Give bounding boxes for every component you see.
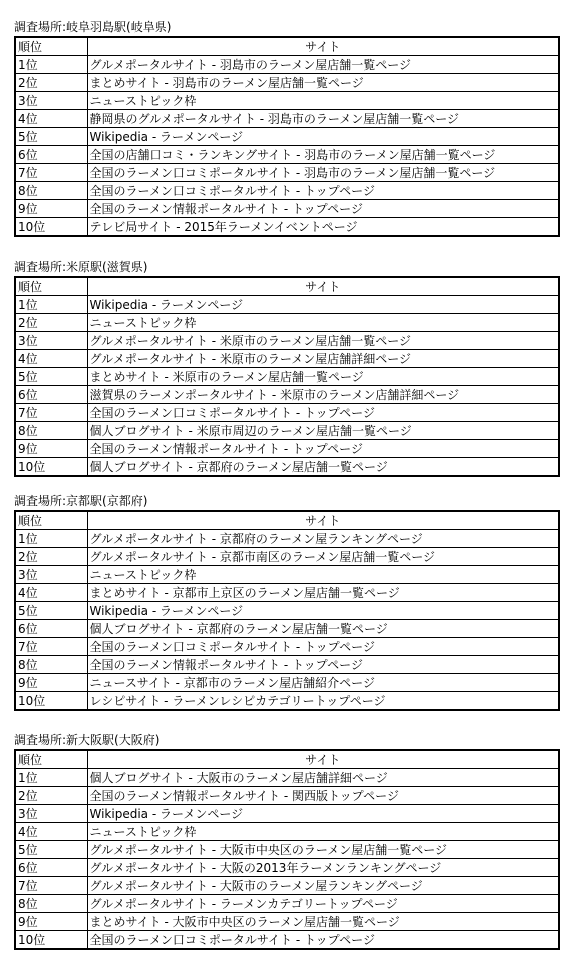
table-row: [15, 218, 559, 237]
table-row: [15, 931, 559, 950]
survey-location-title: 調査場所:京都駅(京都府): [14, 494, 148, 508]
rank-column-header: 順位: [15, 750, 87, 769]
rank-cell: 4位: [15, 350, 87, 368]
table-row: [15, 386, 559, 404]
table-row: [15, 823, 559, 841]
rank-cell: 3位: [15, 566, 87, 584]
rank-cell: 5位: [15, 841, 87, 859]
site-cell: 全国のラーメン口コミポータルサイト - トップページ: [87, 404, 559, 422]
site-cell: グルメポータルサイト - 大阪の2013年ラーメンランキングページ: [87, 859, 559, 877]
rank-cell: 2位: [15, 787, 87, 805]
site-cell: グルメポータルサイト - ラーメンカテゴリートップページ: [87, 895, 559, 913]
site-column-header: サイト: [87, 37, 559, 56]
rank-cell: 9位: [15, 674, 87, 692]
site-cell: グルメポータルサイト - 米原市のラーメン屋店舗詳細ページ: [87, 350, 559, 368]
rank-cell: 6位: [15, 146, 87, 164]
site-cell: 個人ブログサイト - 米原市周辺のラーメン屋店舗一覧ページ: [87, 422, 559, 440]
site-cell: グルメポータルサイト - 大阪市のラーメン屋ランキングページ: [87, 877, 559, 895]
rank-cell: 4位: [15, 110, 87, 128]
table-row: [15, 314, 559, 332]
table-row: [15, 92, 559, 110]
site-cell: 全国のラーメン口コミポータルサイト - 羽島市のラーメン屋店舗一覧ページ: [87, 164, 559, 182]
table-row: [15, 692, 559, 711]
table-row: [15, 913, 559, 931]
table-header-row: [15, 277, 559, 296]
site-cell: ニューストピック枠: [87, 314, 559, 332]
rank-cell: 4位: [15, 823, 87, 841]
rank-cell: 2位: [15, 548, 87, 566]
site-cell: 全国のラーメン情報ポータルサイト - 関西版トップページ: [87, 787, 559, 805]
rank-cell: 2位: [15, 74, 87, 92]
table-row: [15, 638, 559, 656]
site-cell: Wikipedia - ラーメンページ: [87, 805, 559, 823]
rank-cell: 1位: [15, 530, 87, 548]
rank-cell: 9位: [15, 440, 87, 458]
table-row: [15, 146, 559, 164]
table-row: [15, 200, 559, 218]
site-cell: グルメポータルサイト - 羽島市のラーメン屋店舗一覧ページ: [87, 56, 559, 74]
table-row: [15, 164, 559, 182]
rank-cell: 7位: [15, 877, 87, 895]
rank-cell: 6位: [15, 620, 87, 638]
rank-cell: 3位: [15, 92, 87, 110]
rank-cell: 10位: [15, 692, 87, 711]
site-cell: 全国のラーメン情報ポータルサイト - トップページ: [87, 656, 559, 674]
site-cell: 個人ブログサイト - 京都府のラーメン屋店舗一覧ページ: [87, 620, 559, 638]
rank-cell: 10位: [15, 458, 87, 477]
rank-cell: 5位: [15, 368, 87, 386]
rank-cell: 9位: [15, 200, 87, 218]
table-row: [15, 877, 559, 895]
table-row: [15, 350, 559, 368]
rank-cell: 10位: [15, 931, 87, 950]
site-cell: 個人ブログサイト - 大阪市のラーメン屋店舗詳細ページ: [87, 769, 559, 787]
table-row: [15, 895, 559, 913]
rank-cell: 1位: [15, 296, 87, 314]
rank-cell: 4位: [15, 584, 87, 602]
site-cell: レシピサイト - ラーメンレシピカテゴリートップページ: [87, 692, 559, 711]
site-cell: 全国の店舗口コミ・ランキングサイト - 羽島市のラーメン屋店舗一覧ページ: [87, 146, 559, 164]
ranking-table: [14, 36, 560, 237]
table-row: [15, 805, 559, 823]
site-cell: グルメポータルサイト - 京都府のラーメン屋ランキングページ: [87, 530, 559, 548]
table-row: [15, 110, 559, 128]
rank-cell: 6位: [15, 859, 87, 877]
site-cell: 全国のラーメン情報ポータルサイト - トップページ: [87, 440, 559, 458]
table-row: [15, 841, 559, 859]
survey-section-maibara: [14, 258, 558, 477]
site-cell: Wikipedia - ラーメンページ: [87, 296, 559, 314]
site-column-header: サイト: [87, 511, 559, 530]
survey-section-kyoto: [14, 492, 558, 711]
rank-column-header: 順位: [15, 37, 87, 56]
ranking-table: [14, 276, 560, 477]
table-row: [15, 458, 559, 477]
rank-cell: 9位: [15, 913, 87, 931]
rank-cell: 6位: [15, 386, 87, 404]
site-cell: グルメポータルサイト - 大阪市中央区のラーメン屋店舗一覧ページ: [87, 841, 559, 859]
table-row: [15, 787, 559, 805]
table-row: [15, 368, 559, 386]
survey-section-shinosaka: [14, 731, 558, 950]
rank-cell: 5位: [15, 602, 87, 620]
table-row: [15, 656, 559, 674]
table-row: [15, 584, 559, 602]
site-column-header: サイト: [87, 277, 559, 296]
site-cell: グルメポータルサイト - 米原市のラーメン屋店舗一覧ページ: [87, 332, 559, 350]
table-row: [15, 128, 559, 146]
site-cell: Wikipedia - ラーメンページ: [87, 602, 559, 620]
table-header-row: [15, 750, 559, 769]
rank-column-header: 順位: [15, 277, 87, 296]
site-cell: Wikipedia - ラーメンページ: [87, 128, 559, 146]
site-cell: 全国のラーメン口コミポータルサイト - トップページ: [87, 638, 559, 656]
rank-cell: 8位: [15, 895, 87, 913]
site-cell: ニューストピック枠: [87, 823, 559, 841]
rank-cell: 8位: [15, 656, 87, 674]
table-row: [15, 530, 559, 548]
survey-location-title: 調査場所:新大阪駅(大阪府): [14, 733, 160, 747]
site-cell: まとめサイト - 京都市上京区のラーメン屋店舗一覧ページ: [87, 584, 559, 602]
site-cell: 全国のラーメン口コミポータルサイト - トップページ: [87, 931, 559, 950]
site-cell: ニュースサイト - 京都市のラーメン屋店舗紹介ページ: [87, 674, 559, 692]
site-cell: ニューストピック枠: [87, 566, 559, 584]
site-cell: テレビ局サイト - 2015年ラーメンイベントページ: [87, 218, 559, 237]
rank-cell: 8位: [15, 422, 87, 440]
rank-cell: 5位: [15, 128, 87, 146]
table-row: [15, 74, 559, 92]
table-row: [15, 296, 559, 314]
site-cell: まとめサイト - 米原市のラーメン屋店舗一覧ページ: [87, 368, 559, 386]
table-row: [15, 422, 559, 440]
rank-cell: 3位: [15, 805, 87, 823]
table-row: [15, 440, 559, 458]
rank-cell: 3位: [15, 332, 87, 350]
site-cell: まとめサイト - 大阪市中央区のラーメン屋店舗一覧ページ: [87, 913, 559, 931]
site-cell: 静岡県のグルメポータルサイト - 羽島市のラーメン屋店舗一覧ページ: [87, 110, 559, 128]
table-row: [15, 769, 559, 787]
table-row: [15, 182, 559, 200]
rank-cell: 1位: [15, 56, 87, 74]
site-cell: ニューストピック枠: [87, 92, 559, 110]
rank-cell: 8位: [15, 182, 87, 200]
table-row: [15, 602, 559, 620]
rank-cell: 7位: [15, 404, 87, 422]
rank-column-header: 順位: [15, 511, 87, 530]
site-cell: グルメポータルサイト - 京都市南区のラーメン屋店舗一覧ページ: [87, 548, 559, 566]
table-row: [15, 859, 559, 877]
ranking-table: [14, 749, 560, 950]
rank-cell: 2位: [15, 314, 87, 332]
table-row: [15, 548, 559, 566]
table-row: [15, 332, 559, 350]
site-cell: 個人ブログサイト - 京都府のラーメン屋店舗一覧ページ: [87, 458, 559, 477]
site-column-header: サイト: [87, 750, 559, 769]
table-row: [15, 566, 559, 584]
table-row: [15, 674, 559, 692]
rank-cell: 10位: [15, 218, 87, 237]
table-header-row: [15, 37, 559, 56]
ranking-table: [14, 510, 560, 711]
rank-cell: 7位: [15, 638, 87, 656]
rank-cell: 7位: [15, 164, 87, 182]
rank-cell: 1位: [15, 769, 87, 787]
table-header-row: [15, 511, 559, 530]
survey-location-title: 調査場所:米原駅(滋賀県): [14, 260, 148, 274]
site-cell: まとめサイト - 羽島市のラーメン屋店舗一覧ページ: [87, 74, 559, 92]
survey-location-title: 調査場所:岐阜羽島駅(岐阜県): [14, 20, 172, 34]
table-row: [15, 620, 559, 638]
table-row: [15, 56, 559, 74]
site-cell: 全国のラーメン口コミポータルサイト - トップページ: [87, 182, 559, 200]
site-cell: 全国のラーメン情報ポータルサイト - トップページ: [87, 200, 559, 218]
site-cell: 滋賀県のラーメンポータルサイト - 米原市のラーメン店舗詳細ページ: [87, 386, 559, 404]
survey-section-gifuhashima: [14, 18, 558, 237]
table-row: [15, 404, 559, 422]
